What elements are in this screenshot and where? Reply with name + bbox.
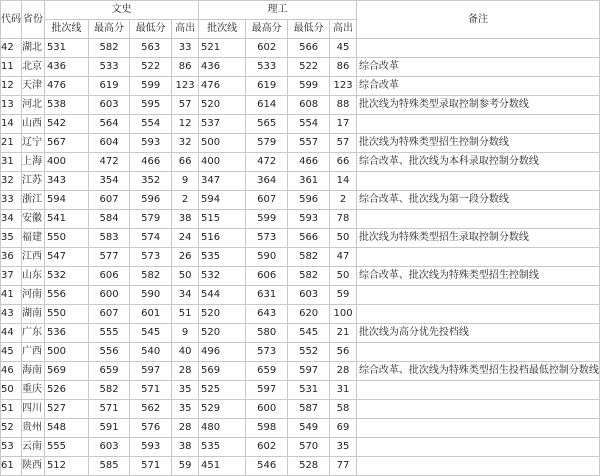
arts-above-cell: 33 [172, 39, 199, 58]
science-min-header: 最低分 [288, 20, 330, 39]
science-batch-cell: 515 [199, 210, 246, 229]
note-cell: 综合改革、批次线为特殊类型招生投档最低控制分数线 [356, 362, 599, 381]
province-name-cell: 四川 [22, 400, 45, 419]
table-row [1, 191, 600, 210]
science-max-cell: 602 [246, 438, 288, 457]
science-max-cell: 631 [246, 286, 288, 305]
arts-max-cell: 582 [88, 39, 129, 58]
notes-header: 备注 [356, 1, 599, 39]
arts-min-cell: 574 [130, 229, 172, 248]
science-above-cell: 28 [330, 362, 357, 381]
note-cell: 批次线为特殊类型录取控制参考分数线 [356, 96, 599, 115]
science-min-cell: 603 [288, 286, 330, 305]
arts-max-cell: 591 [88, 419, 129, 438]
science-max-cell: 600 [246, 400, 288, 419]
table-row [1, 115, 600, 134]
province-code-cell: 34 [1, 210, 22, 229]
science-min-cell: 522 [288, 58, 330, 77]
science-above-cell: 35 [330, 438, 357, 457]
science-min-cell: 570 [288, 438, 330, 457]
arts-above-cell: 2 [172, 191, 199, 210]
note-cell [356, 39, 599, 58]
arts-above-cell: 9 [172, 324, 199, 343]
province-code-cell: 50 [1, 381, 22, 400]
province-name-cell: 福建 [22, 229, 45, 248]
table-row [1, 362, 600, 381]
note-cell: 批次线为特殊类型招生控制分数线 [356, 134, 599, 153]
science-max-cell: 602 [246, 39, 288, 58]
arts-min-cell: 579 [130, 210, 172, 229]
arts-max-cell: 606 [88, 267, 129, 286]
science-above-cell: 123 [330, 77, 357, 96]
science-min-cell: 361 [288, 172, 330, 191]
note-cell [356, 381, 599, 400]
science-batch-cell: 535 [199, 248, 246, 267]
arts-above-cell: 38 [172, 438, 199, 457]
arts-min-cell: 352 [130, 172, 172, 191]
arts-min-cell: 595 [130, 96, 172, 115]
science-min-cell: 599 [288, 77, 330, 96]
arts-batch-cell: 569 [44, 362, 88, 381]
science-above-cell: 50 [330, 229, 357, 248]
science-max-cell: 598 [246, 419, 288, 438]
arts-min-cell: 571 [130, 457, 172, 476]
science-above-header: 高出 [330, 20, 357, 39]
science-batch-cell: 544 [199, 286, 246, 305]
arts-batch-cell: 555 [44, 438, 88, 457]
province-code-cell: 61 [1, 457, 22, 476]
science-above-cell: 17 [330, 115, 357, 134]
arts-batch-cell: 400 [44, 153, 88, 172]
arts-min-cell: 562 [130, 400, 172, 419]
arts-max-cell: 577 [88, 248, 129, 267]
province-name-cell: 河南 [22, 286, 45, 305]
science-batch-cell: 594 [199, 191, 246, 210]
arts-max-cell: 603 [88, 96, 129, 115]
province-code-cell: 35 [1, 229, 22, 248]
province-code-cell: 36 [1, 248, 22, 267]
province-name-cell: 湖北 [22, 39, 45, 58]
science-above-cell: 2 [330, 191, 357, 210]
province-name-cell: 湖南 [22, 305, 45, 324]
note-cell [356, 457, 599, 476]
arts-batch-cell: 550 [44, 229, 88, 248]
science-min-cell: 466 [288, 153, 330, 172]
arts-above-cell: 35 [172, 381, 199, 400]
arts-max-cell: 607 [88, 191, 129, 210]
province-name-cell: 陕西 [22, 457, 45, 476]
arts-min-cell: 573 [130, 248, 172, 267]
table-row [1, 58, 600, 77]
province-name-cell: 浙江 [22, 191, 45, 210]
science-above-cell: 100 [330, 305, 357, 324]
arts-min-cell: 571 [130, 381, 172, 400]
table-row [1, 172, 600, 191]
science-min-cell: 620 [288, 305, 330, 324]
province-name-cell: 海南 [22, 362, 45, 381]
note-cell [356, 400, 599, 419]
arts-min-cell: 599 [130, 77, 172, 96]
table-row [1, 438, 600, 457]
science-batch-cell: 532 [199, 267, 246, 286]
province-header: 省份 [22, 1, 45, 39]
province-name-cell: 贵州 [22, 419, 45, 438]
science-above-cell: 86 [330, 58, 357, 77]
arts-above-cell: 57 [172, 96, 199, 115]
arts-above-cell: 28 [172, 362, 199, 381]
science-max-cell: 579 [246, 134, 288, 153]
science-batch-header: 批次线 [199, 20, 246, 39]
arts-max-cell: 354 [88, 172, 129, 191]
table-row [1, 324, 600, 343]
table-row [1, 400, 600, 419]
province-code-cell: 12 [1, 77, 22, 96]
science-min-cell: 566 [288, 229, 330, 248]
note-cell [356, 438, 599, 457]
science-max-cell: 573 [246, 229, 288, 248]
province-name-cell: 山东 [22, 267, 45, 286]
province-code-cell: 44 [1, 324, 22, 343]
science-min-cell: 552 [288, 343, 330, 362]
science-batch-cell: 516 [199, 229, 246, 248]
science-above-cell: 66 [330, 153, 357, 172]
note-cell [356, 343, 599, 362]
science-min-cell: 593 [288, 210, 330, 229]
arts-min-cell: 554 [130, 115, 172, 134]
arts-above-cell: 66 [172, 153, 199, 172]
province-code-cell: 33 [1, 191, 22, 210]
province-name-cell: 安徽 [22, 210, 45, 229]
table-row [1, 39, 600, 58]
science-max-cell: 607 [246, 191, 288, 210]
arts-max-cell: 659 [88, 362, 129, 381]
arts-above-cell: 24 [172, 229, 199, 248]
table-row [1, 267, 600, 286]
science-max-cell: 546 [246, 457, 288, 476]
arts-above-cell: 40 [172, 343, 199, 362]
science-batch-cell: 535 [199, 438, 246, 457]
arts-above-cell: 50 [172, 267, 199, 286]
province-code-cell: 43 [1, 305, 22, 324]
science-above-cell: 45 [330, 39, 357, 58]
table-row [1, 457, 600, 476]
arts-min-cell: 540 [130, 343, 172, 362]
science-min-cell: 608 [288, 96, 330, 115]
science-batch-cell: 451 [199, 457, 246, 476]
note-cell: 批次线为特殊类型招生录取控制分数线 [356, 229, 599, 248]
province-name-cell: 河北 [22, 96, 45, 115]
science-max-cell: 599 [246, 210, 288, 229]
science-batch-cell: 436 [199, 58, 246, 77]
science-above-cell: 21 [330, 324, 357, 343]
science-above-cell: 88 [330, 96, 357, 115]
province-code-cell: 42 [1, 39, 22, 58]
science-batch-cell: 520 [199, 305, 246, 324]
province-code-cell: 41 [1, 286, 22, 305]
note-cell [356, 115, 599, 134]
note-cell: 综合改革、批次线为本科录取控制分数线 [356, 153, 599, 172]
arts-max-header: 最高分 [88, 20, 129, 39]
arts-above-cell: 38 [172, 210, 199, 229]
arts-group-header: 文史 [44, 1, 198, 20]
province-name-cell: 辽宁 [22, 134, 45, 153]
science-min-cell: 597 [288, 362, 330, 381]
province-code-cell: 11 [1, 58, 22, 77]
arts-batch-cell: 512 [44, 457, 88, 476]
province-name-cell: 山西 [22, 115, 45, 134]
table-row [1, 343, 600, 362]
science-batch-cell: 521 [199, 39, 246, 58]
science-max-cell: 643 [246, 305, 288, 324]
arts-above-cell: 9 [172, 172, 199, 191]
table-row [1, 210, 600, 229]
science-max-cell: 472 [246, 153, 288, 172]
arts-above-cell: 86 [172, 58, 199, 77]
arts-max-cell: 555 [88, 324, 129, 343]
science-max-cell: 364 [246, 172, 288, 191]
province-name-cell: 天津 [22, 77, 45, 96]
science-batch-cell: 496 [199, 343, 246, 362]
science-min-cell: 528 [288, 457, 330, 476]
code-header: 代码 [1, 1, 22, 39]
science-above-cell: 31 [330, 381, 357, 400]
arts-min-cell: 590 [130, 286, 172, 305]
arts-batch-cell: 343 [44, 172, 88, 191]
arts-min-cell: 576 [130, 419, 172, 438]
arts-above-header: 高出 [172, 20, 199, 39]
science-group-header: 理工 [199, 1, 357, 20]
arts-batch-cell: 548 [44, 419, 88, 438]
science-max-cell: 614 [246, 96, 288, 115]
table-row [1, 419, 600, 438]
arts-min-cell: 597 [130, 362, 172, 381]
arts-min-cell: 601 [130, 305, 172, 324]
science-max-cell: 580 [246, 324, 288, 343]
science-batch-cell: 529 [199, 400, 246, 419]
science-min-cell: 596 [288, 191, 330, 210]
note-cell [356, 210, 599, 229]
science-max-cell: 565 [246, 115, 288, 134]
note-cell [356, 248, 599, 267]
note-cell: 综合改革 [356, 77, 599, 96]
arts-batch-cell: 526 [44, 381, 88, 400]
table-row [1, 96, 600, 115]
science-max-header: 最高分 [246, 20, 288, 39]
arts-above-cell: 123 [172, 77, 199, 96]
note-cell: 综合改革、批次线为第一段分数线 [356, 191, 599, 210]
arts-max-cell: 603 [88, 438, 129, 457]
province-name-cell: 北京 [22, 58, 45, 77]
arts-batch-cell: 556 [44, 286, 88, 305]
arts-min-cell: 545 [130, 324, 172, 343]
science-batch-cell: 347 [199, 172, 246, 191]
arts-max-cell: 533 [88, 58, 129, 77]
science-above-cell: 56 [330, 343, 357, 362]
table-row [1, 77, 600, 96]
science-above-cell: 78 [330, 210, 357, 229]
science-batch-cell: 520 [199, 96, 246, 115]
science-min-cell: 582 [288, 248, 330, 267]
arts-above-cell: 35 [172, 400, 199, 419]
arts-min-cell: 593 [130, 134, 172, 153]
science-min-cell: 531 [288, 381, 330, 400]
arts-min-cell: 593 [130, 438, 172, 457]
science-max-cell: 619 [246, 77, 288, 96]
science-max-cell: 590 [246, 248, 288, 267]
arts-min-cell: 466 [130, 153, 172, 172]
arts-max-cell: 472 [88, 153, 129, 172]
arts-above-cell: 12 [172, 115, 199, 134]
note-cell [356, 172, 599, 191]
arts-batch-cell: 436 [44, 58, 88, 77]
science-above-cell: 57 [330, 134, 357, 153]
science-above-cell: 14 [330, 172, 357, 191]
science-above-cell: 58 [330, 400, 357, 419]
arts-batch-cell: 500 [44, 343, 88, 362]
note-cell: 综合改革 [356, 58, 599, 77]
arts-batch-cell: 594 [44, 191, 88, 210]
arts-min-cell: 596 [130, 191, 172, 210]
table-row [1, 134, 600, 153]
arts-max-cell: 564 [88, 115, 129, 134]
note-cell [356, 419, 599, 438]
arts-max-cell: 582 [88, 381, 129, 400]
province-code-cell: 31 [1, 153, 22, 172]
table-row [1, 305, 600, 324]
arts-batch-cell: 550 [44, 305, 88, 324]
science-batch-cell: 476 [199, 77, 246, 96]
arts-batch-cell: 538 [44, 96, 88, 115]
science-batch-cell: 500 [199, 134, 246, 153]
arts-batch-cell: 536 [44, 324, 88, 343]
science-max-cell: 659 [246, 362, 288, 381]
arts-min-cell: 582 [130, 267, 172, 286]
province-name-cell: 广东 [22, 324, 45, 343]
table-row [1, 381, 600, 400]
science-batch-cell: 569 [199, 362, 246, 381]
science-above-cell: 69 [330, 419, 357, 438]
arts-batch-header: 批次线 [44, 20, 88, 39]
arts-max-cell: 556 [88, 343, 129, 362]
arts-max-cell: 571 [88, 400, 129, 419]
province-name-cell: 重庆 [22, 381, 45, 400]
science-above-cell: 59 [330, 286, 357, 305]
science-min-cell: 554 [288, 115, 330, 134]
province-code-cell: 53 [1, 438, 22, 457]
province-name-cell: 江苏 [22, 172, 45, 191]
province-name-cell: 上海 [22, 153, 45, 172]
province-code-cell: 37 [1, 267, 22, 286]
science-batch-cell: 537 [199, 115, 246, 134]
arts-above-cell: 51 [172, 305, 199, 324]
science-max-cell: 533 [246, 58, 288, 77]
arts-max-cell: 600 [88, 286, 129, 305]
province-name-cell: 广西 [22, 343, 45, 362]
science-batch-cell: 525 [199, 381, 246, 400]
arts-above-cell: 59 [172, 457, 199, 476]
province-code-cell: 14 [1, 115, 22, 134]
arts-above-cell: 34 [172, 286, 199, 305]
science-batch-cell: 400 [199, 153, 246, 172]
province-code-cell: 51 [1, 400, 22, 419]
arts-batch-cell: 541 [44, 210, 88, 229]
note-cell [356, 286, 599, 305]
arts-min-cell: 563 [130, 39, 172, 58]
table-row [1, 229, 600, 248]
arts-batch-cell: 547 [44, 248, 88, 267]
science-max-cell: 597 [246, 381, 288, 400]
note-cell: 综合改革、批次线为特殊类型招生控制线 [356, 267, 599, 286]
province-name-cell: 江西 [22, 248, 45, 267]
science-min-cell: 549 [288, 419, 330, 438]
science-above-cell: 50 [330, 267, 357, 286]
science-min-cell: 545 [288, 324, 330, 343]
arts-batch-cell: 567 [44, 134, 88, 153]
arts-max-cell: 604 [88, 134, 129, 153]
province-code-cell: 21 [1, 134, 22, 153]
arts-min-header: 最低分 [130, 20, 172, 39]
arts-max-cell: 583 [88, 229, 129, 248]
arts-above-cell: 26 [172, 248, 199, 267]
science-min-cell: 582 [288, 267, 330, 286]
arts-max-cell: 619 [88, 77, 129, 96]
arts-min-cell: 522 [130, 58, 172, 77]
science-above-cell: 47 [330, 248, 357, 267]
table-row [1, 153, 600, 172]
note-cell: 批次线为高分优先投档线 [356, 324, 599, 343]
arts-batch-cell: 527 [44, 400, 88, 419]
province-code-cell: 46 [1, 362, 22, 381]
table-row [1, 286, 600, 305]
arts-above-cell: 28 [172, 419, 199, 438]
science-batch-cell: 520 [199, 324, 246, 343]
arts-above-cell: 32 [172, 134, 199, 153]
province-code-cell: 32 [1, 172, 22, 191]
arts-batch-cell: 542 [44, 115, 88, 134]
science-min-cell: 566 [288, 39, 330, 58]
table-row [1, 248, 600, 267]
province-code-cell: 13 [1, 96, 22, 115]
science-min-cell: 557 [288, 134, 330, 153]
arts-batch-cell: 476 [44, 77, 88, 96]
science-above-cell: 77 [330, 457, 357, 476]
arts-batch-cell: 532 [44, 267, 88, 286]
science-batch-cell: 480 [199, 419, 246, 438]
province-code-cell: 52 [1, 419, 22, 438]
arts-batch-cell: 531 [44, 39, 88, 58]
note-cell [356, 305, 599, 324]
arts-max-cell: 584 [88, 210, 129, 229]
province-code-cell: 45 [1, 343, 22, 362]
arts-max-cell: 585 [88, 457, 129, 476]
science-max-cell: 606 [246, 267, 288, 286]
science-min-cell: 587 [288, 400, 330, 419]
province-name-cell: 云南 [22, 438, 45, 457]
science-max-cell: 573 [246, 343, 288, 362]
arts-max-cell: 607 [88, 305, 129, 324]
